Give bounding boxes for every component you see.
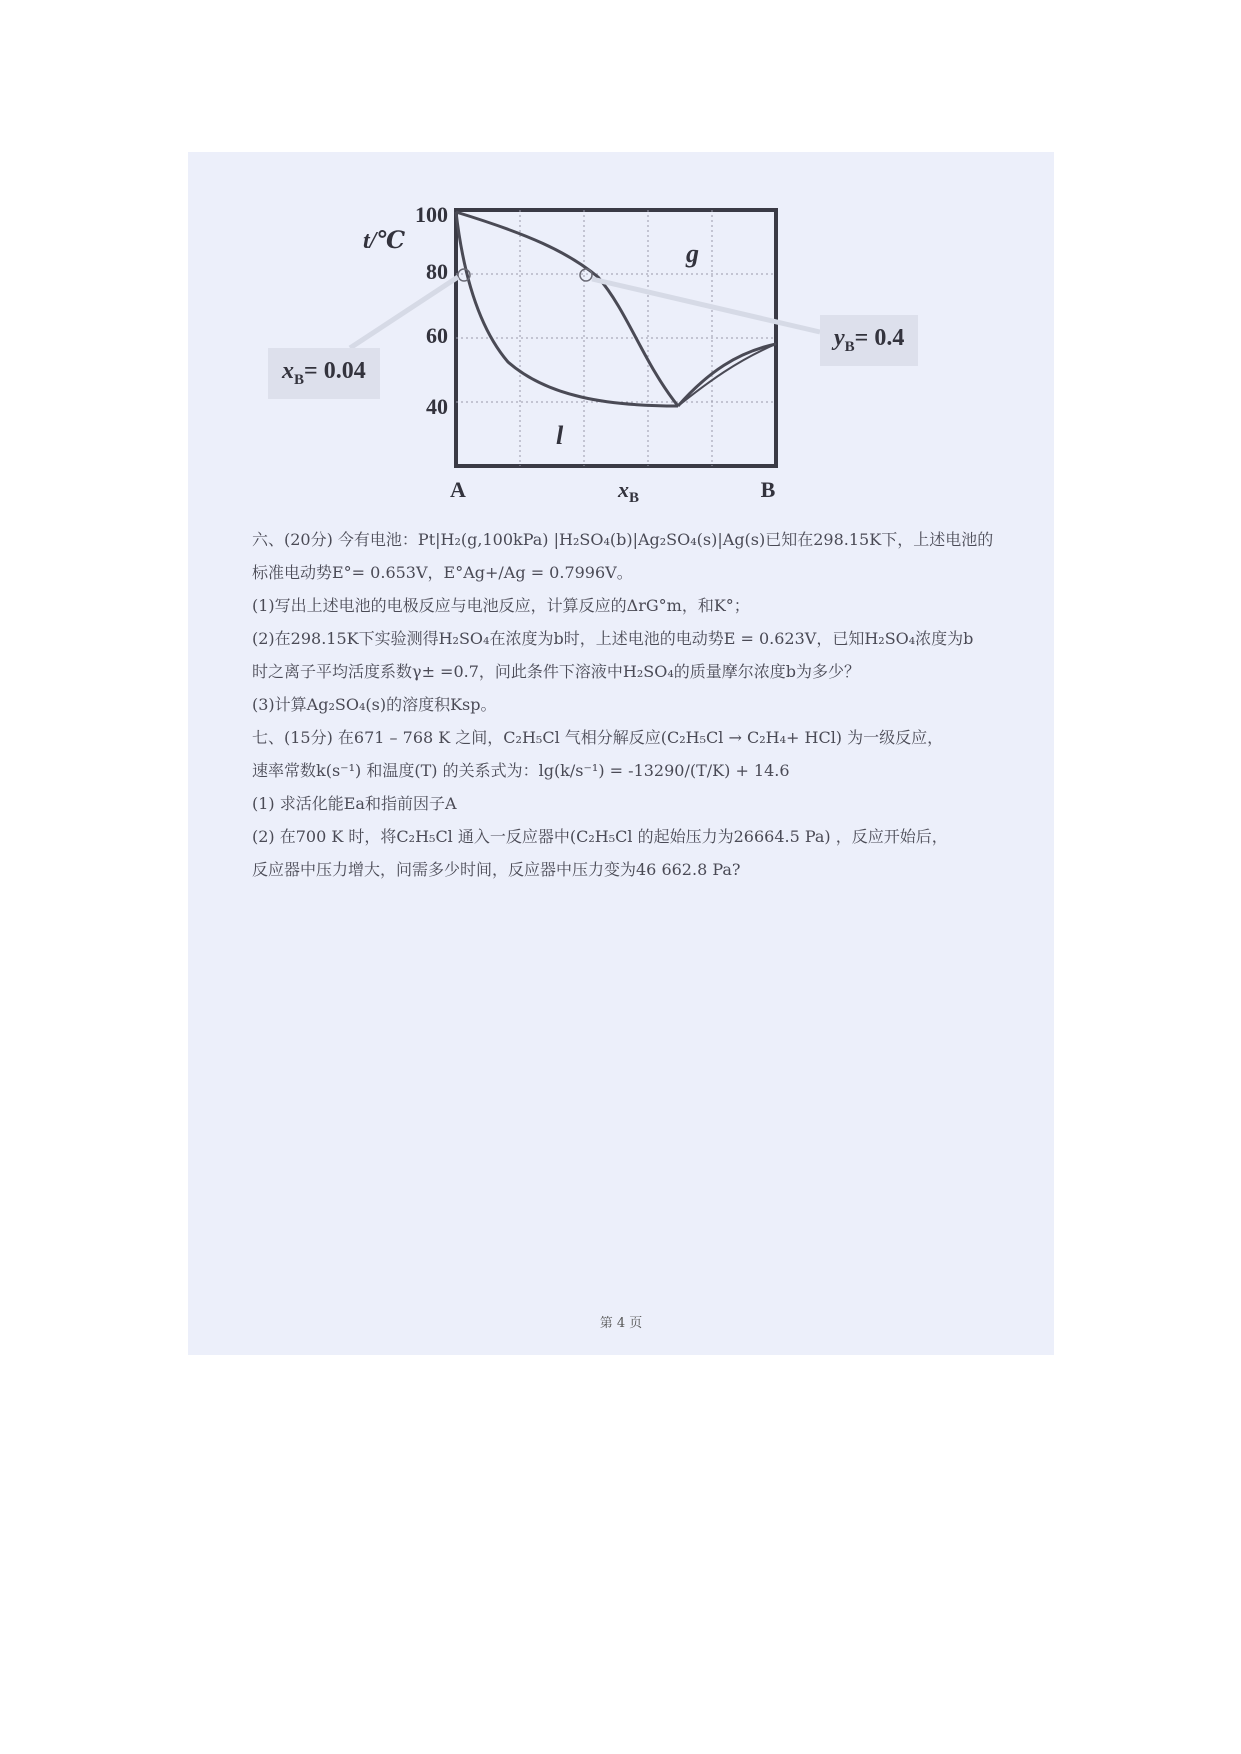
x-left-label: A xyxy=(450,477,466,502)
scanned-page xyxy=(188,152,1054,1355)
x-axis-label: $x_B$ xyxy=(618,477,640,506)
callout-xb: $x_B= 0.04$ xyxy=(268,348,380,399)
text-line: (2) 在700 K 时，将C₂H₅Cl 通入一反应器中(C₂H₅Cl 的起始压力为26664.5 Pa) ，反应开始后， xyxy=(252,827,948,846)
text-line: 时之离子平均活度系数γ± =0.7，问此条件下溶液中H₂SO₄的质量摩尔浓度b为多少？ xyxy=(252,662,861,681)
callout-line-right xyxy=(592,279,820,332)
phase-diagram xyxy=(188,152,1054,522)
callout-yb: $y_B= 0.4$ xyxy=(820,315,918,366)
point-marker-right xyxy=(580,269,592,281)
text-line: (3)计算Ag₂SO₄(s)的溶度积Ksp。 xyxy=(252,695,497,714)
y-axis-label: t/℃ xyxy=(363,228,406,254)
text-line: (2)在298.15K下实验测得H₂SO₄在浓度为b时，上述电池的电动势E = 0.623V，已知H₂SO₄浓度为b xyxy=(252,629,974,648)
text-line: (1)写出上述电池的电极反应与电池反应，计算反应的ΔrG°m，和K°； xyxy=(252,596,750,615)
text-line: 六、(20分) 今有电池：Pt|H₂(g,100kPa) |H₂SO₄(b)|Ag₂SO₄(s)|Ag(s)已知在298.15K下，上述电池的 xyxy=(252,530,994,549)
dew-point-curve xyxy=(456,212,678,406)
question-text xyxy=(252,523,1012,886)
x-right-label: B xyxy=(760,477,776,502)
text-line: 速率常数k(s⁻¹) 和温度(T) 的关系式为：lg(k/s⁻¹) = -13290/(T/K) + 14.6 xyxy=(252,761,790,780)
right-bubble-curve xyxy=(678,344,776,406)
text-line: (1) 求活化能Ea和指前因子A xyxy=(252,794,457,813)
page-number: 第 4 页 xyxy=(599,1316,643,1331)
bubble-point-curve xyxy=(456,212,678,406)
text-line: 七、(15分) 在671 – 768 K 之间，C₂H₅Cl 气相分解反应(C₂H₅Cl → C₂H₄+ HCl) 为一级反应， xyxy=(252,728,944,747)
y-tick-80: 80 xyxy=(426,259,448,284)
text-line: 标准电动势E°= 0.653V，E°Ag+/Ag = 0.7996V。 xyxy=(252,563,633,582)
region-gas-label: g xyxy=(686,239,699,268)
right-dew-curve xyxy=(678,344,776,406)
region-liquid-label: l xyxy=(556,421,564,450)
y-tick-60: 60 xyxy=(426,323,448,348)
text-line: 反应器中压力增大，问需多少时间，反应器中压力变为46 662.8 Pa? xyxy=(252,860,741,879)
grid xyxy=(456,210,776,466)
y-tick-100: 100 xyxy=(415,202,448,227)
y-tick-40: 40 xyxy=(426,394,448,419)
